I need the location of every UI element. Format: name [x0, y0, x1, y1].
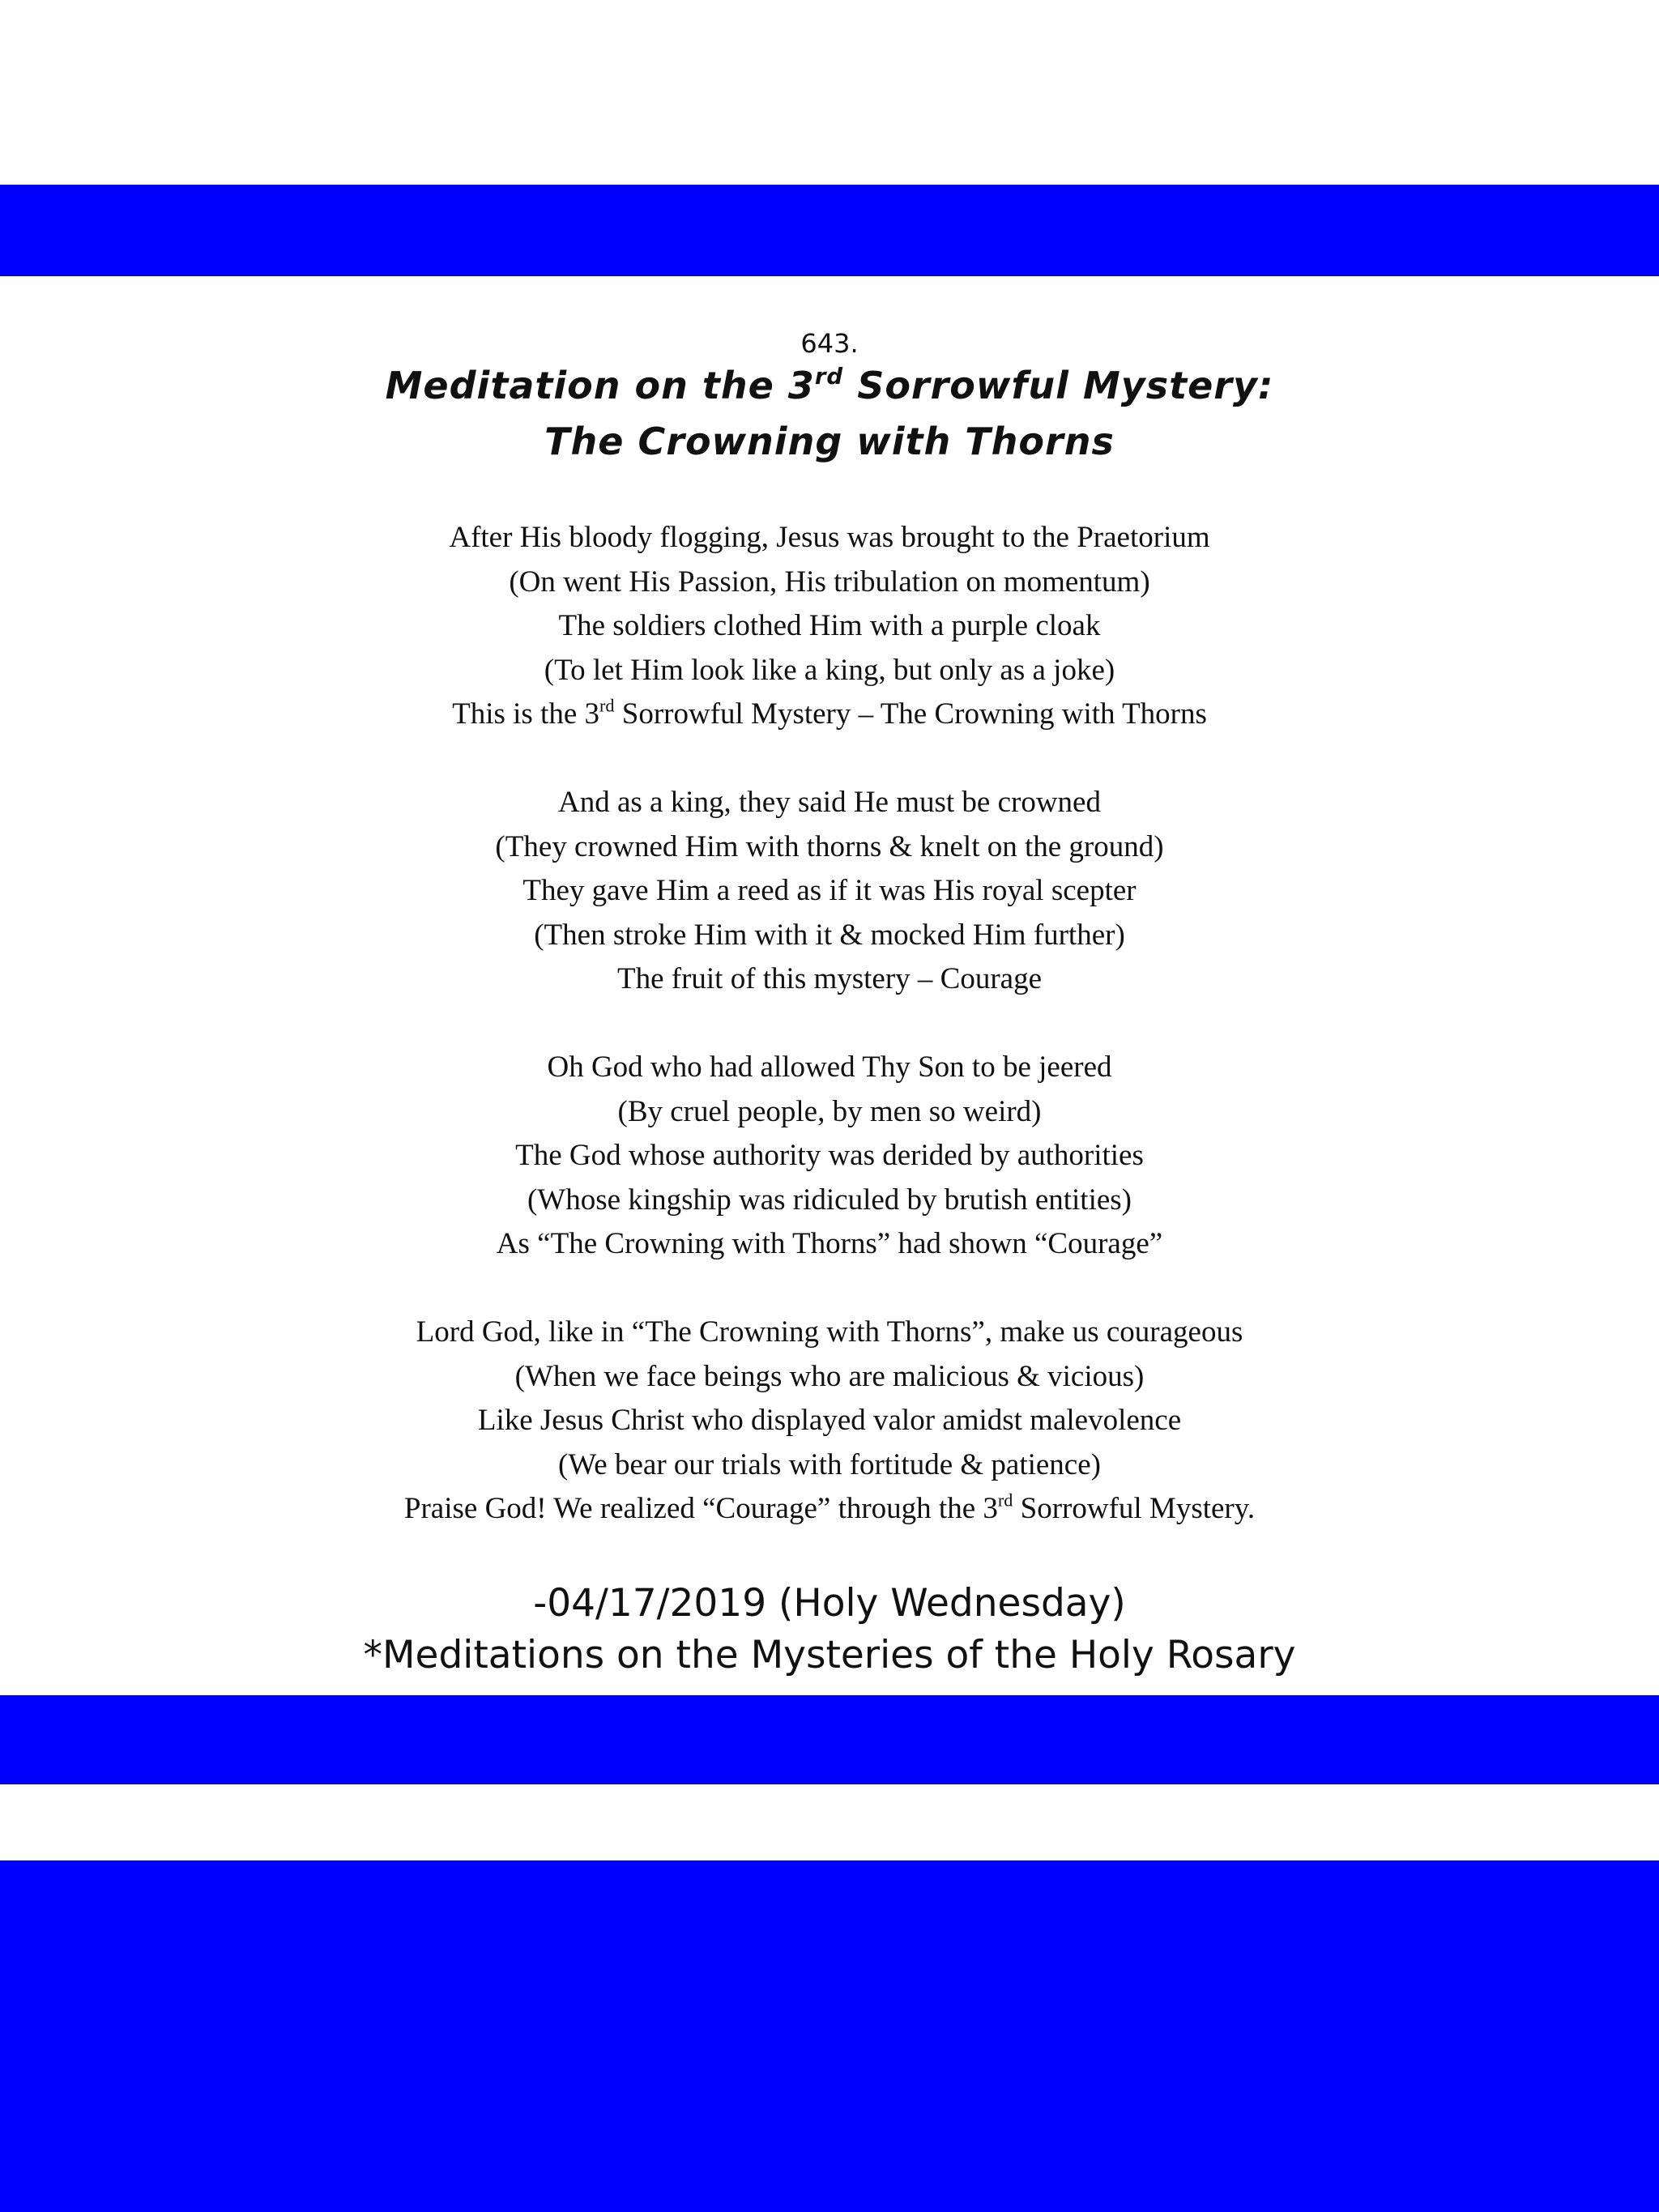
footer-date: -04/17/2019 (Holy Wednesday)	[533, 1581, 1126, 1626]
verse-line: (When we face beings who are malicious & vicious)	[514, 1359, 1145, 1393]
verse-line: (To let Him look like a king, but only as a joke)	[544, 653, 1115, 687]
verse-line: After His bloody flogging, Jesus was brought to the Praetorium	[449, 521, 1210, 554]
top-blue-band	[0, 185, 1659, 276]
verse-line: Lord God, like in “The Crowning with Thorns”, make us courageous	[416, 1315, 1243, 1349]
verse-text: This is the 3	[452, 697, 600, 731]
verse-line: The soldiers clothed Him with a purple cloak	[558, 609, 1101, 643]
verse-line: (By cruel people, by men so weird)	[617, 1094, 1042, 1128]
page-number: 643.	[800, 328, 859, 359]
footer-series-note: *Meditations on the Mysteries of the Holy Rosary	[363, 1633, 1296, 1677]
title-text-1-end: Sorrowful Mystery:	[843, 364, 1274, 407]
stanza-3	[0, 1046, 1659, 1267]
verse-line	[0, 693, 1659, 737]
verse-line: Oh God who had allowed Thy Son to be jeered	[547, 1051, 1112, 1084]
stanza-2	[0, 781, 1659, 1002]
verse-line: And as a king, they said He must be crowned	[558, 786, 1101, 819]
verse-line: (Whose kingship was ridiculed by brutish entities)	[527, 1183, 1132, 1217]
verse-text-end: Sorrowful Mystery – The Crowning with Thorns	[614, 697, 1207, 731]
verse-line: As “The Crowning with Thorns” had shown “Courage”	[496, 1227, 1163, 1261]
verse-text: Praise God! We realized “Courage” through the 3	[403, 1492, 998, 1526]
title-superscript: rd	[814, 363, 844, 390]
verse-superscript: rd	[997, 1490, 1013, 1511]
verse-line: The God whose authority was derided by authorities	[515, 1139, 1144, 1173]
verse-line: Like Jesus Christ who displayed valor amidst malevolence	[477, 1404, 1182, 1438]
verse-line: (Then stroke Him with it & mocked Him further)	[534, 918, 1125, 952]
middle-blue-band	[0, 1695, 1659, 1784]
verse-line: (On went His Passion, His tribulation on momentum)	[509, 565, 1150, 599]
title-line-2: The Crowning with Thorns	[544, 420, 1115, 463]
verse-line: (They crowned Him with thorns & knelt on the ground)	[495, 829, 1164, 863]
title-line-1	[0, 361, 1659, 410]
stanza-1	[0, 516, 1659, 737]
stanza-4	[0, 1311, 1659, 1532]
verse-line: The fruit of this mystery – Courage	[616, 962, 1043, 996]
verse-line	[0, 1487, 1659, 1532]
bottom-blue-band	[0, 1860, 1659, 2212]
verse-superscript: rd	[599, 695, 615, 716]
verse-line: They gave Him a reed as if it was His royal scepter	[522, 874, 1137, 908]
verse-text-end: Sorrowful Mystery.	[1013, 1492, 1256, 1526]
verse-line: (We bear our trials with fortitude & patience)	[558, 1447, 1101, 1481]
title-text-1: Meditation on the 3	[385, 364, 815, 407]
